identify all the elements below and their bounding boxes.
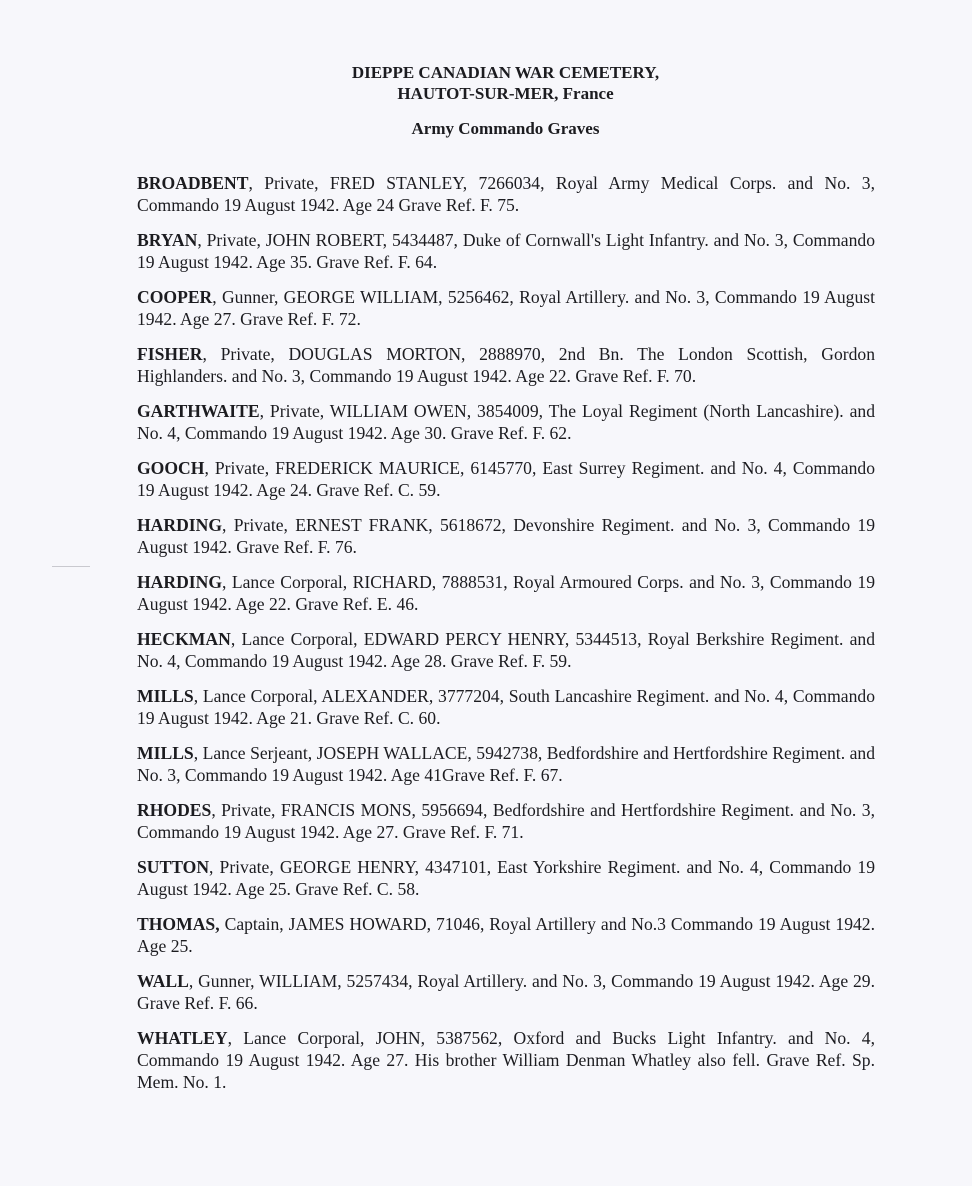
grave-entry [137, 343, 875, 387]
entry-details: Captain, JAMES HOWARD, 71046, Royal Artillery and No.3 Commando 19 August 1942. Age 25. [137, 914, 875, 956]
grave-entry [137, 514, 875, 558]
entry-surname: WHATLEY [137, 1028, 228, 1048]
entry-surname: WALL [137, 971, 189, 991]
entry-surname: BROADBENT [137, 173, 249, 193]
entry-details: , Gunner, GEORGE WILLIAM, 5256462, Royal Artillery. and No. 3, Commando 19 August 1942. Age 27. Grave Ref. F. 72. [137, 287, 875, 329]
grave-entry [137, 970, 875, 1014]
entry-details: , Private, DOUGLAS MORTON, 2888970, 2nd Bn. The London Scottish, Gordon Highlanders. and No. 3, Commando 19 August 1942. Age 22. Grave Ref. F. 70. [137, 344, 875, 386]
entry-surname: HARDING [137, 515, 223, 535]
grave-entry [137, 400, 875, 444]
entry-surname: HECKMAN [137, 629, 231, 649]
grave-entry [137, 172, 875, 216]
document-title-line-2: HAUTOT-SUR-MER, France [397, 84, 614, 103]
grave-entry [137, 1027, 875, 1093]
entry-details: , Private, JOHN ROBERT, 5434487, Duke of Cornwall's Light Infantry. and No. 3, Commando 19 August 1942. Age 35. Grave Ref. F. 64. [137, 230, 875, 272]
grave-entry [137, 571, 875, 615]
entry-surname: THOMAS, [137, 914, 220, 934]
document-subtitle: Army Commando Graves [411, 119, 600, 138]
entry-surname: RHODES [137, 800, 212, 820]
entry-details: , Lance Corporal, ALEXANDER, 3777204, South Lancashire Regiment. and No. 4, Commando 19 August 1942. Age 21. Grave Ref. C. 60. [137, 686, 875, 728]
entry-details: , Private, FREDERICK MAURICE, 6145770, East Surrey Regiment. and No. 4, Commando 19 August 1942. Age 24. Grave Ref. C. 59. [137, 458, 875, 500]
grave-entry [137, 742, 875, 786]
entry-details: , Gunner, WILLIAM, 5257434, Royal Artillery. and No. 3, Commando 19 August 1942. Age 29. Grave Ref. F. 66. [137, 971, 875, 1013]
entry-surname: BRYAN [137, 230, 198, 250]
entry-details: , Lance Corporal, RICHARD, 7888531, Royal Armoured Corps. and No. 3, Commando 19 August 1942. Age 22. Grave Ref. E. 46. [137, 572, 875, 614]
entry-details: , Private, ERNEST FRANK, 5618672, Devonshire Regiment. and No. 3, Commando 19 August 1942. Grave Ref. F. 76. [137, 515, 875, 557]
entry-details: , Private, FRED STANLEY, 7266034, Royal Army Medical Corps. and No. 3, Commando 19 August 1942. Age 24 Grave Ref. F. 75. [137, 173, 875, 215]
grave-entry [137, 286, 875, 330]
entry-surname: GOOCH [137, 458, 205, 478]
entry-details: , Lance Serjeant, JOSEPH WALLACE, 5942738, Bedfordshire and Hertfordshire Regiment. and No. 3, Commando 19 August 1942. Age 41Grave Ref. F. 67. [137, 743, 875, 785]
scan-margin-mark [52, 566, 90, 567]
grave-entry [137, 799, 875, 843]
entry-surname: MILLS [137, 743, 194, 763]
document-title-line-1: DIEPPE CANADIAN WAR CEMETERY, [351, 63, 660, 82]
grave-entry [137, 229, 875, 273]
grave-entry [137, 913, 875, 957]
grave-entries-list [137, 172, 875, 1106]
entry-surname: HARDING [137, 572, 223, 592]
grave-entry [137, 457, 875, 501]
entry-details: , Private, FRANCIS MONS, 5956694, Bedfordshire and Hertfordshire Regiment. and No. 3, Commando 19 August 1942. Age 27. Grave Ref. F. 71. [137, 800, 875, 842]
entry-surname: GARTHWAITE [137, 401, 260, 421]
entry-details: , Lance Corporal, JOHN, 5387562, Oxford and Bucks Light Infantry. and No. 4, Commando 19 August 1942. Age 27. His brother William Denman Whatley also fell. Grave Ref. Sp. Mem. No. 1. [137, 1028, 875, 1092]
entry-details: , Private, GEORGE HENRY, 4347101, East Yorkshire Regiment. and No. 4, Commando 19 August 1942. Age 25. Grave Ref. C. 58. [137, 857, 875, 899]
grave-entry [137, 628, 875, 672]
entry-details: , Lance Corporal, EDWARD PERCY HENRY, 5344513, Royal Berkshire Regiment. and No. 4, Commando 19 August 1942. Age 28. Grave Ref. F. 59. [137, 629, 875, 671]
entry-details: , Private, WILLIAM OWEN, 3854009, The Loyal Regiment (North Lancashire). and No. 4, Commando 19 August 1942. Age 30. Grave Ref. F. 62. [137, 401, 875, 443]
document-header [137, 62, 874, 139]
entry-surname: SUTTON [137, 857, 210, 877]
grave-entry [137, 685, 875, 729]
entry-surname: FISHER [137, 344, 203, 364]
entry-surname: MILLS [137, 686, 194, 706]
grave-entry [137, 856, 875, 900]
entry-surname: COOPER [137, 287, 213, 307]
